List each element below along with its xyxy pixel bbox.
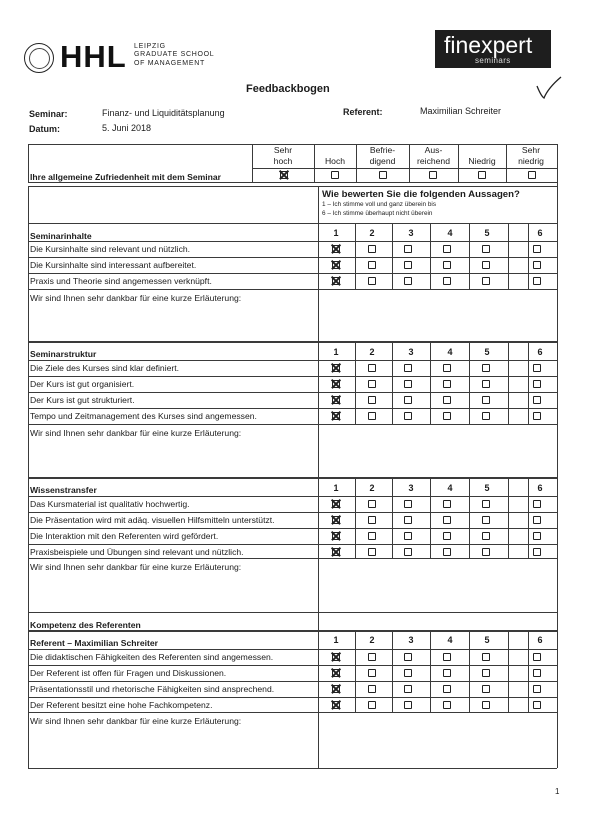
section-title-wissenstransfer: Wissenstransfer: [30, 485, 97, 495]
table-rule: [28, 544, 557, 545]
statement-kompetenz-4: Der Referent besitzt eine hohe Fachkompetenz.: [30, 700, 213, 710]
table-rule: [28, 768, 557, 769]
rating-wissen-2-option-3-checkbox[interactable]: [404, 516, 412, 524]
finexpert-logo: [435, 30, 551, 68]
scale-number-2: 2: [369, 483, 375, 493]
rating-struktur-1-option-3-checkbox[interactable]: [404, 364, 412, 372]
table-rule: [392, 223, 393, 289]
rating-kompetenz-1-option-6-checkbox[interactable]: [533, 653, 541, 661]
rating-wissen-1-option-2-checkbox[interactable]: [368, 500, 376, 508]
comment-field-struktur[interactable]: [320, 426, 555, 475]
scale-note-1: 1 – Ich stimme voll und ganz überein bis: [322, 201, 437, 208]
statement-wissen-2: Die Präsentation wird mit adäq. visuellen Hilfsmitteln unterstützt.: [30, 515, 275, 525]
section-title-kompetenz: Kompetenz des Referenten: [30, 620, 141, 630]
rating-kompetenz-3-option-6-checkbox[interactable]: [533, 685, 541, 693]
scale-number-1: 1: [333, 635, 339, 645]
rating-kompetenz-4-option-2-checkbox[interactable]: [368, 701, 376, 709]
rating-kompetenz-2-option-5-checkbox[interactable]: [482, 669, 490, 677]
scale-note-2: 6 – Ich stimme überhaupt nicht überein: [322, 210, 433, 217]
rating-struktur-1-option-6-checkbox[interactable]: [533, 364, 541, 372]
scale-number-1: 1: [333, 483, 339, 493]
option-ausreichend-line2: reichend: [417, 156, 450, 166]
scale-number-6: 6: [537, 635, 543, 645]
rating-kompetenz-1-option-4-checkbox[interactable]: [443, 653, 451, 661]
scale-number-3: 3: [408, 635, 414, 645]
rating-struktur-1-option-1-checkbox[interactable]: [332, 364, 340, 372]
option-befriedigend-line2: digend: [369, 156, 396, 166]
date-label: Datum:: [29, 124, 60, 134]
rating-kompetenz-2-option-2-checkbox[interactable]: [368, 669, 376, 677]
table-rule: [28, 558, 557, 559]
rating-struktur-2-option-2-checkbox[interactable]: [368, 380, 376, 388]
table-rule: [28, 223, 557, 224]
comment-prompt-wissen: Wir sind Ihnen sehr dankbar für eine kurze Erläuterung:: [30, 562, 242, 572]
statement-wissen-3: Die Interaktion mit den Referenten wird gefördert.: [30, 531, 219, 541]
scale-number-4: 4: [447, 483, 453, 493]
rating-wissen-1-option-3-checkbox[interactable]: [404, 500, 412, 508]
table-rule: [28, 342, 557, 343]
rating-kompetenz-4-option-4-checkbox[interactable]: [443, 701, 451, 709]
table-rule: [508, 478, 509, 558]
table-rule: [318, 186, 319, 768]
table-rule: [469, 630, 470, 712]
option-sehr-niedrig-line2: niedrig: [518, 156, 544, 166]
rating-struktur-3-option-2-checkbox[interactable]: [368, 396, 376, 404]
table-rule: [28, 649, 557, 650]
rating-wissen-1-option-4-checkbox[interactable]: [443, 500, 451, 508]
comment-field-kompetenz[interactable]: [320, 714, 555, 766]
table-rule: [430, 223, 431, 289]
rating-kompetenz-2-option-1-checkbox[interactable]: [332, 669, 340, 677]
rating-inhalte-1-option-2-checkbox[interactable]: [368, 245, 376, 253]
hhl-seal-logo: [24, 43, 54, 73]
rating-struktur-4-option-2-checkbox[interactable]: [368, 412, 376, 420]
scale-number-4: 4: [447, 635, 453, 645]
option-sehr-hoch-line2: hoch: [273, 156, 293, 166]
table-rule: [355, 342, 356, 424]
table-rule: [28, 186, 557, 187]
table-rule: [28, 477, 557, 478]
statement-wissen-1: Das Kursmaterial ist qualitativ hochwertig.: [30, 499, 190, 509]
comment-prompt-struktur: Wir sind Ihnen sehr dankbar für eine kurze Erläuterung:: [30, 428, 242, 438]
rating-wissen-1-option-1-checkbox[interactable]: [332, 500, 340, 508]
rating-struktur-3-option-6-checkbox[interactable]: [533, 396, 541, 404]
scale-number-3: 3: [408, 347, 414, 357]
scale-number-6: 6: [537, 347, 543, 357]
rating-struktur-2-option-1-checkbox[interactable]: [332, 380, 340, 388]
option-niedrig: Niedrig: [468, 156, 496, 166]
table-rule: [28, 392, 557, 393]
rating-kompetenz-1-option-5-checkbox[interactable]: [482, 653, 490, 661]
table-rule: [430, 342, 431, 424]
table-rule: [28, 631, 557, 632]
table-rule: [28, 257, 557, 258]
rating-struktur-3-option-5-checkbox[interactable]: [482, 396, 490, 404]
statement-kompetenz-3: Präsentationsstil und rhetorische Fähigkeiten sind ansprechend.: [30, 684, 275, 694]
rating-struktur-1-option-5-checkbox[interactable]: [482, 364, 490, 372]
rating-kompetenz-3-option-1-checkbox[interactable]: [332, 685, 340, 693]
scale-number-3: 3: [408, 483, 414, 493]
table-rule: [430, 478, 431, 558]
rating-kompetenz-3-option-2-checkbox[interactable]: [368, 685, 376, 693]
section-title-seminarstruktur: Seminarstruktur: [30, 349, 97, 359]
rating-struktur-4-option-1-checkbox[interactable]: [332, 412, 340, 420]
scale-number-1: 1: [333, 347, 339, 357]
table-rule: [28, 241, 557, 242]
rating-kompetenz-4-option-1-checkbox[interactable]: [332, 701, 340, 709]
scale-number-4: 4: [447, 347, 453, 357]
rating-struktur-2-option-4-checkbox[interactable]: [443, 380, 451, 388]
table-rule: [469, 342, 470, 424]
overall-option-6-checkbox[interactable]: [528, 171, 536, 179]
table-rule: [28, 712, 557, 713]
rating-wissen-3-option-6-checkbox[interactable]: [533, 532, 541, 540]
rating-inhalte-1-option-5-checkbox[interactable]: [482, 245, 490, 253]
seminar-value: Finanz- und Liquiditätsplanung: [102, 108, 225, 118]
scale-number-2: 2: [369, 228, 375, 238]
overall-option-3-checkbox[interactable]: [379, 171, 387, 179]
statement-struktur-4: Tempo und Zeitmanagement des Kurses sind angemessen.: [30, 411, 257, 421]
option-ausreichend: [409, 145, 458, 167]
table-rule: [355, 223, 356, 289]
overall-option-1-checkbox[interactable]: [280, 171, 288, 179]
table-rule: [392, 478, 393, 558]
table-rule: [28, 697, 557, 698]
rating-struktur-4-option-5-checkbox[interactable]: [482, 412, 490, 420]
statement-struktur-1: Die Ziele des Kurses sind klar definiert.: [30, 363, 180, 373]
rating-inhalte-3-option-2-checkbox[interactable]: [368, 277, 376, 285]
rating-kompetenz-1-option-3-checkbox[interactable]: [404, 653, 412, 661]
section-title-seminarinhalte: Seminarinhalte: [30, 231, 92, 241]
rating-inhalte-3-option-1-checkbox[interactable]: [332, 277, 340, 285]
table-rule: [28, 512, 557, 513]
rating-inhalte-3-option-4-checkbox[interactable]: [443, 277, 451, 285]
rating-inhalte-1-option-3-checkbox[interactable]: [404, 245, 412, 253]
hhl-school-name: [134, 43, 214, 68]
rating-inhalte-2-option-3-checkbox[interactable]: [404, 261, 412, 269]
option-hoch: Hoch: [324, 156, 346, 166]
rating-kompetenz-3-option-3-checkbox[interactable]: [404, 685, 412, 693]
option-sehr-hoch: [252, 145, 314, 167]
rating-wissen-4-option-3-checkbox[interactable]: [404, 548, 412, 556]
table-rule: [28, 144, 29, 182]
rating-kompetenz-1-option-1-checkbox[interactable]: [332, 653, 340, 661]
rating-inhalte-1-option-4-checkbox[interactable]: [443, 245, 451, 253]
table-rule: [28, 376, 557, 377]
rating-inhalte-1-option-6-checkbox[interactable]: [533, 245, 541, 253]
statement-inhalte-3: Praxis und Theorie sind angemessen verknüpft.: [30, 276, 212, 286]
scale-number-4: 4: [447, 228, 453, 238]
table-rule: [508, 630, 509, 712]
option-ausreichend-line1: Aus-: [424, 145, 443, 155]
rating-wissen-2-option-1-checkbox[interactable]: [332, 516, 340, 524]
rating-wissen-3-option-1-checkbox[interactable]: [332, 532, 340, 540]
overall-question: Ihre allgemeine Zufriedenheit mit dem Seminar: [30, 172, 222, 182]
comment-field-inhalte[interactable]: [320, 291, 555, 339]
table-rule: [28, 273, 557, 274]
handwritten-check-icon: [534, 74, 564, 104]
rating-wissen-1-option-6-checkbox[interactable]: [533, 500, 541, 508]
table-rule: [508, 223, 509, 289]
rating-inhalte-2-option-1-checkbox[interactable]: [332, 261, 340, 269]
rating-wissen-4-option-2-checkbox[interactable]: [368, 548, 376, 556]
rating-inhalte-2-option-6-checkbox[interactable]: [533, 261, 541, 269]
rating-struktur-3-option-3-checkbox[interactable]: [404, 396, 412, 404]
table-rule: [528, 478, 529, 558]
option-befriedigend: [356, 145, 409, 167]
rating-wissen-3-option-4-checkbox[interactable]: [443, 532, 451, 540]
table-rule: [28, 341, 557, 342]
rating-struktur-1-option-4-checkbox[interactable]: [443, 364, 451, 372]
table-rule: [28, 681, 557, 682]
statement-kompetenz-1: Die didaktischen Fähigkeiten des Referenten sind angemessen.: [30, 652, 274, 662]
scale-number-5: 5: [484, 228, 490, 238]
rating-inhalte-3-option-6-checkbox[interactable]: [533, 277, 541, 285]
table-rule: [528, 630, 529, 712]
referent-label: Referent:: [343, 107, 383, 117]
scale-number-5: 5: [484, 347, 490, 357]
table-rule: [28, 424, 557, 425]
rating-struktur-4-option-3-checkbox[interactable]: [404, 412, 412, 420]
rating-kompetenz-3-option-4-checkbox[interactable]: [443, 685, 451, 693]
page-number: 1: [555, 787, 560, 796]
rating-wissen-4-option-4-checkbox[interactable]: [443, 548, 451, 556]
option-sehr-niedrig-line1: Sehr: [521, 145, 541, 155]
scale-number-6: 6: [537, 483, 543, 493]
school-line-3: OF MANAGEMENT: [134, 59, 205, 67]
rating-kompetenz-2-option-4-checkbox[interactable]: [443, 669, 451, 677]
table-rule: [392, 342, 393, 424]
table-rule: [430, 630, 431, 712]
table-rule: [28, 496, 557, 497]
scale-number-2: 2: [369, 347, 375, 357]
option-befriedigend-line1: Befrie-: [369, 145, 396, 155]
table-rule: [355, 630, 356, 712]
table-rule: [508, 342, 509, 424]
rating-struktur-2-option-6-checkbox[interactable]: [533, 380, 541, 388]
table-rule: [392, 630, 393, 712]
rating-wissen-4-option-1-checkbox[interactable]: [332, 548, 340, 556]
table-rule: [28, 289, 557, 290]
rating-wissen-2-option-6-checkbox[interactable]: [533, 516, 541, 524]
table-rule: [469, 223, 470, 289]
rating-wissen-2-option-2-checkbox[interactable]: [368, 516, 376, 524]
rating-inhalte-3-option-3-checkbox[interactable]: [404, 277, 412, 285]
table-rule: [28, 665, 557, 666]
table-rule: [28, 408, 557, 409]
scale-number-5: 5: [484, 635, 490, 645]
rating-struktur-2-option-3-checkbox[interactable]: [404, 380, 412, 388]
rating-inhalte-2-option-5-checkbox[interactable]: [482, 261, 490, 269]
table-rule: [28, 612, 557, 613]
option-sehr-hoch-line1: Sehr: [273, 145, 293, 155]
scale-number-5: 5: [484, 483, 490, 493]
seminar-label: Seminar:: [29, 109, 68, 119]
finexpert-logo-text: finexpert: [444, 32, 533, 58]
table-rule: [469, 478, 470, 558]
form-title: Feedbackbogen: [246, 83, 330, 95]
rating-struktur-1-option-2-checkbox[interactable]: [368, 364, 376, 372]
table-rule: [528, 223, 529, 289]
statement-struktur-3: Der Kurs ist gut strukturiert.: [30, 395, 135, 405]
table-rule: [28, 186, 29, 768]
rating-struktur-2-option-5-checkbox[interactable]: [482, 380, 490, 388]
table-rule: [252, 168, 557, 169]
school-line-2: GRADUATE SCHOOL: [134, 51, 215, 59]
hhl-logo: HHL: [60, 39, 127, 74]
rating-kompetenz-2-option-6-checkbox[interactable]: [533, 669, 541, 677]
table-rule: [557, 144, 558, 768]
finexpert-logo-sub: seminars: [475, 56, 511, 65]
rating-struktur-4-option-4-checkbox[interactable]: [443, 412, 451, 420]
school-line-1: LEIPZIG: [134, 43, 166, 50]
overall-option-4-checkbox[interactable]: [429, 171, 437, 179]
statement-wissen-4: Praxisbeispiele und Übungen sind relevant und nützlich.: [30, 547, 244, 557]
rating-kompetenz-4-option-6-checkbox[interactable]: [533, 701, 541, 709]
table-rule: [528, 342, 529, 424]
rating-wissen-3-option-2-checkbox[interactable]: [368, 532, 376, 540]
rating-wissen-2-option-5-checkbox[interactable]: [482, 516, 490, 524]
rating-wissen-3-option-3-checkbox[interactable]: [404, 532, 412, 540]
section-subtitle-referent: Referent – Maximilian Schreiter: [30, 638, 158, 648]
rating-kompetenz-1-option-2-checkbox[interactable]: [368, 653, 376, 661]
statement-struktur-2: Der Kurs ist gut organisiert.: [30, 379, 135, 389]
rating-inhalte-2-option-2-checkbox[interactable]: [368, 261, 376, 269]
rating-wissen-4-option-6-checkbox[interactable]: [533, 548, 541, 556]
scale-number-2: 2: [369, 635, 375, 645]
table-rule: [28, 478, 557, 479]
rating-struktur-3-option-1-checkbox[interactable]: [332, 396, 340, 404]
overall-option-2-checkbox[interactable]: [331, 171, 339, 179]
overall-option-5-checkbox[interactable]: [478, 171, 486, 179]
statement-inhalte-1: Die Kursinhalte sind relevant und nützlich.: [30, 244, 191, 254]
rating-kompetenz-3-option-5-checkbox[interactable]: [482, 685, 490, 693]
scale-number-3: 3: [408, 228, 414, 238]
option-sehr-niedrig: [506, 145, 556, 167]
date-value: 5. Juni 2018: [102, 123, 152, 133]
rating-inhalte-3-option-5-checkbox[interactable]: [482, 277, 490, 285]
table-rule: [355, 478, 356, 558]
rating-kompetenz-2-option-3-checkbox[interactable]: [404, 669, 412, 677]
scale-number-6: 6: [537, 228, 543, 238]
comment-field-wissen[interactable]: [320, 560, 555, 610]
table-rule: [28, 360, 557, 361]
comment-prompt-kompetenz: Wir sind Ihnen sehr dankbar für eine kurze Erläuterung:: [30, 716, 242, 726]
table-rule: [28, 528, 557, 529]
statement-inhalte-2: Die Kursinhalte sind interessant aufbereitet.: [30, 260, 197, 270]
scale-title: Wie bewerten Sie die folgenden Aussagen?: [322, 189, 520, 200]
rating-kompetenz-4-option-5-checkbox[interactable]: [482, 701, 490, 709]
rating-wissen-3-option-5-checkbox[interactable]: [482, 532, 490, 540]
rating-struktur-3-option-4-checkbox[interactable]: [443, 396, 451, 404]
rating-inhalte-1-option-1-checkbox[interactable]: [332, 245, 340, 253]
comment-prompt-inhalte: Wir sind Ihnen sehr dankbar für eine kurze Erläuterung:: [30, 293, 242, 303]
rating-wissen-1-option-5-checkbox[interactable]: [482, 500, 490, 508]
referent-value: Maximilian Schreiter: [420, 106, 502, 116]
rating-inhalte-2-option-4-checkbox[interactable]: [443, 261, 451, 269]
statement-kompetenz-2: Der Referent ist offen für Fragen und Diskussionen.: [30, 668, 227, 678]
rating-wissen-4-option-5-checkbox[interactable]: [482, 548, 490, 556]
rating-kompetenz-4-option-3-checkbox[interactable]: [404, 701, 412, 709]
rating-struktur-4-option-6-checkbox[interactable]: [533, 412, 541, 420]
scale-number-1: 1: [333, 228, 339, 238]
rating-wissen-2-option-4-checkbox[interactable]: [443, 516, 451, 524]
